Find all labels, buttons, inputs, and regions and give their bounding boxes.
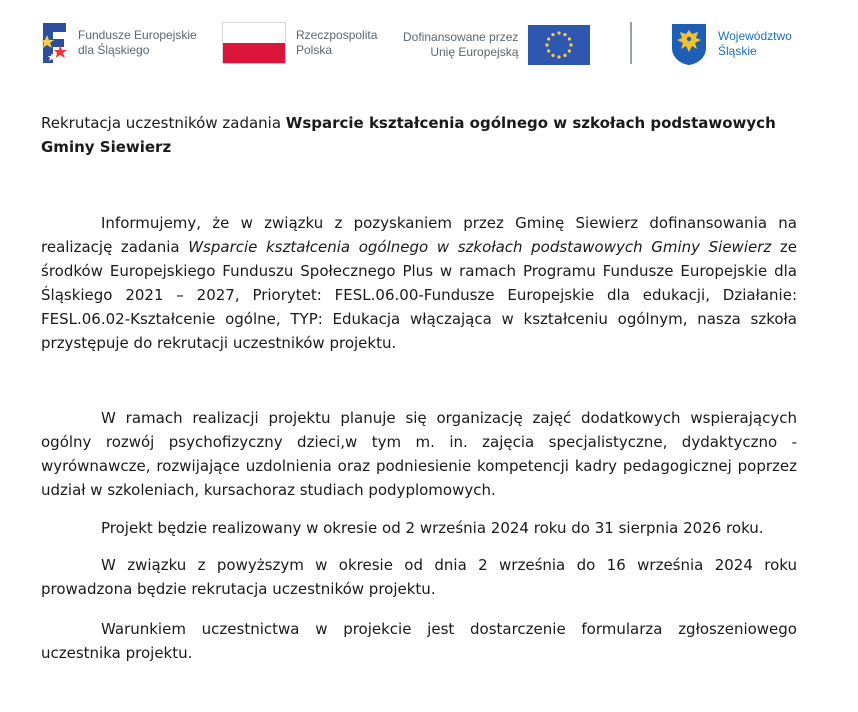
- fundusze-line1: Fundusze Europejskie: [78, 28, 197, 42]
- paragraph-project-period: Projekt będzie realizowany w okresie od 2 września 2024 roku do 31 sierpnia 2026 roku.: [101, 519, 764, 537]
- paragraph-participation-condition: Warunkiem uczestnictwa w projekcie jest dostarczenie formularza zgłoszeniowego uczestnika projektu.: [41, 620, 797, 662]
- logo-divider: [630, 22, 632, 64]
- logo-fundusze-europejskie: [40, 17, 197, 69]
- fundusze-line2: dla Śląskiego: [78, 43, 150, 57]
- document-heading: [41, 111, 797, 159]
- ue-line1: Dofinansowane przez: [403, 30, 519, 44]
- polish-flag-icon: [222, 22, 286, 64]
- paragraph1-project-name: Wsparcie kształcenia ogólnego w szkołach podstawowych Gminy Siewierz: [188, 238, 772, 256]
- heading-prefix: Rekrutacja uczestników zadania: [41, 114, 286, 132]
- logo-unia-europejska: [403, 25, 590, 65]
- heading-project-name: Wsparcie kształcenia ogólnego w szkołach podstawowych Gminy Siewierz: [41, 114, 776, 156]
- paragraph-recruitment-period: W związku z powyższym w okresie od dnia 2 września do 16 września 2024 roku prowadzona będzie rekrutacja uczestników projektu.: [41, 556, 797, 598]
- slaskie-line1: Województwo: [718, 29, 792, 43]
- logo-rzeczpospolita: [222, 22, 377, 64]
- slaskie-line2: Śląskie: [718, 44, 757, 58]
- rzeczpospolita-line1: Rzeczpospolita: [296, 28, 378, 42]
- paragraph1-start: Informujemy, że w związku z pozyskaniem przez Gminę Siewierz dofinansowania na realizację zadania: [41, 214, 797, 256]
- rzeczpospolita-line2: Polska: [296, 43, 333, 57]
- slaskie-eagle-icon: [670, 22, 708, 66]
- ue-line2: Unię Europejską: [430, 45, 519, 59]
- paragraph-activities: W ramach realizacji projektu planuje się organizację zajęć dodatkowych wspierających ogólny rozwój psychofizyczny dzieci,w tym m. in. zajęcia specjalistyczne, dydaktyczno - wyrównawcze, rozwijające uzdolnienia oraz podniesienie kompetencji kadry pedagogicznej poprzez udział w szkoleniach, kursachoraz studiach podyplomowych.: [41, 409, 797, 499]
- logo-wojewodztwo-slaskie: [670, 22, 792, 66]
- paragraph1-end: ze środków Europejskiego Funduszu Społecznego Plus w ramach Programu Fundusze Europejskie dla Śląskiego 2021 – 2027, Priorytet: FESL.06.00-Fundusze Europejskie dla edukacji, Działanie: FESL.06.02-Kształcenie ogólne, TYP: Edukacja włączająca w kształceniu ogólnym, nasza szkoła przystępuje do rekrutacji uczestników projektu.: [41, 238, 797, 352]
- logo-bar: [0, 0, 858, 82]
- eu-flag-icon: [528, 25, 590, 65]
- fundusze-europejskie-logo-icon: [40, 17, 70, 69]
- paragraph-announcement: [41, 211, 797, 355]
